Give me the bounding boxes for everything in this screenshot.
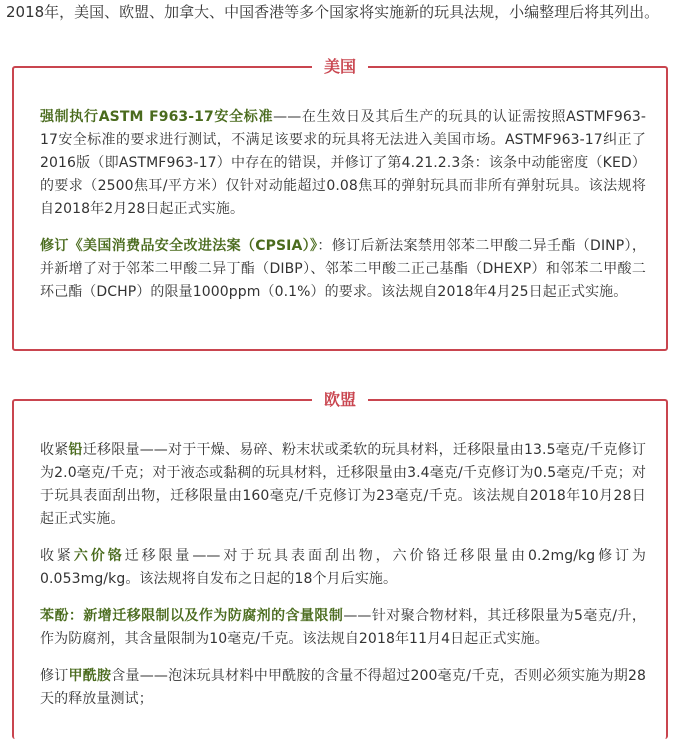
us-astm-body: ——在生效日及其后生产的玩具的认证需按照ASTMF963-17安全标准的要求进行测试，不满足该要求的玩具将无法进入美国市场。ASTMF963-17纠正了2016版（即ASTMF963-17）中存在的错误，并修订了第4.21.2.3条：该条中动能密度（KED）的要求（2500焦耳/平方米）仅针对动能超过0.08焦耳的弹射玩具而非所有弹射玩具。该法规将自2018年2月28日起正式实施。	[40, 109, 646, 217]
us-cpsia-body: ：修订后新法案禁用邻苯二甲酸二异壬酯（DINP），并新增了对于邻苯二甲酸二异丁酯（DIBP）、邻苯二甲酸二正己基酯（DHEXP）和邻苯二甲酸二环己酯（DCHP）的限量1000ppm（0.1%）的要求。该法规自2018年4月25日起正式实施。	[40, 238, 646, 300]
eu-formamide-body: 含量——泡沫玩具材料中甲酰胺的含量不得超过200毫克/千克，否则必须实施为期28天的释放量测试；	[40, 668, 646, 707]
eu-chromium-keyword: 六价铬	[73, 548, 125, 564]
section-content-usa	[40, 106, 646, 318]
section-title-usa: 美国	[312, 54, 368, 80]
intro-text: 2018年，美国、欧盟、加拿大、中国香港等多个国家将实施新的玩具法规，小编整理后将其列出。	[6, 3, 660, 21]
us-paragraph-astm	[40, 106, 646, 221]
section-title-eu: 欧盟	[312, 387, 368, 413]
section-usa	[12, 57, 668, 351]
eu-paragraph-lead	[40, 439, 646, 531]
eu-lead-keyword: 铅	[68, 442, 83, 458]
us-paragraph-cpsia	[40, 235, 646, 304]
eu-lead-body: 迁移限量——对于干燥、易碎、粉末状或柔软的玩具材料，迁移限量由13.5毫克/千克修订为2.0毫克/千克；对于液态或黏稠的玩具材料，迁移限量由3.4毫克/千克修订为0.5毫克/千克；对于玩具表面刮出物，迁移限量由160毫克/千克修订为23毫克/千克。该法规自2018年10月28日起正式实施。	[40, 442, 646, 527]
eu-chromium-prefix: 收紧	[40, 548, 74, 564]
section-content-eu	[40, 439, 646, 725]
eu-phenol-body: ——针对聚合物材料，其迁移限量为5毫克/升，作为防腐剂，其含量限制为10毫克/千克。该法规自2018年11月4日起正式实施。	[40, 608, 646, 647]
us-cpsia-heading: 修订《美国消费品安全改进法案（CPSIA）》	[40, 238, 318, 254]
eu-formamide-keyword: 甲酰胺	[68, 668, 112, 684]
eu-paragraph-chromium	[40, 545, 646, 591]
eu-lead-prefix: 收紧	[40, 442, 69, 458]
eu-phenol-heading: 苯酚：新增迁移限制以及作为防腐剂的含量限制	[40, 608, 344, 624]
eu-chromium-body: 迁移限量——对于玩具表面刮出物，六价铬迁移限量由0.2mg/kg修订为0.053mg/kg。该法规将自发布之日起的18个月后实施。	[40, 548, 647, 587]
eu-paragraph-phenol	[40, 605, 646, 651]
eu-paragraph-formamide	[40, 665, 646, 711]
section-eu	[12, 390, 668, 739]
eu-formamide-prefix: 修订	[40, 668, 69, 684]
us-astm-heading: 强制执行ASTM F963-17安全标准	[40, 109, 274, 125]
